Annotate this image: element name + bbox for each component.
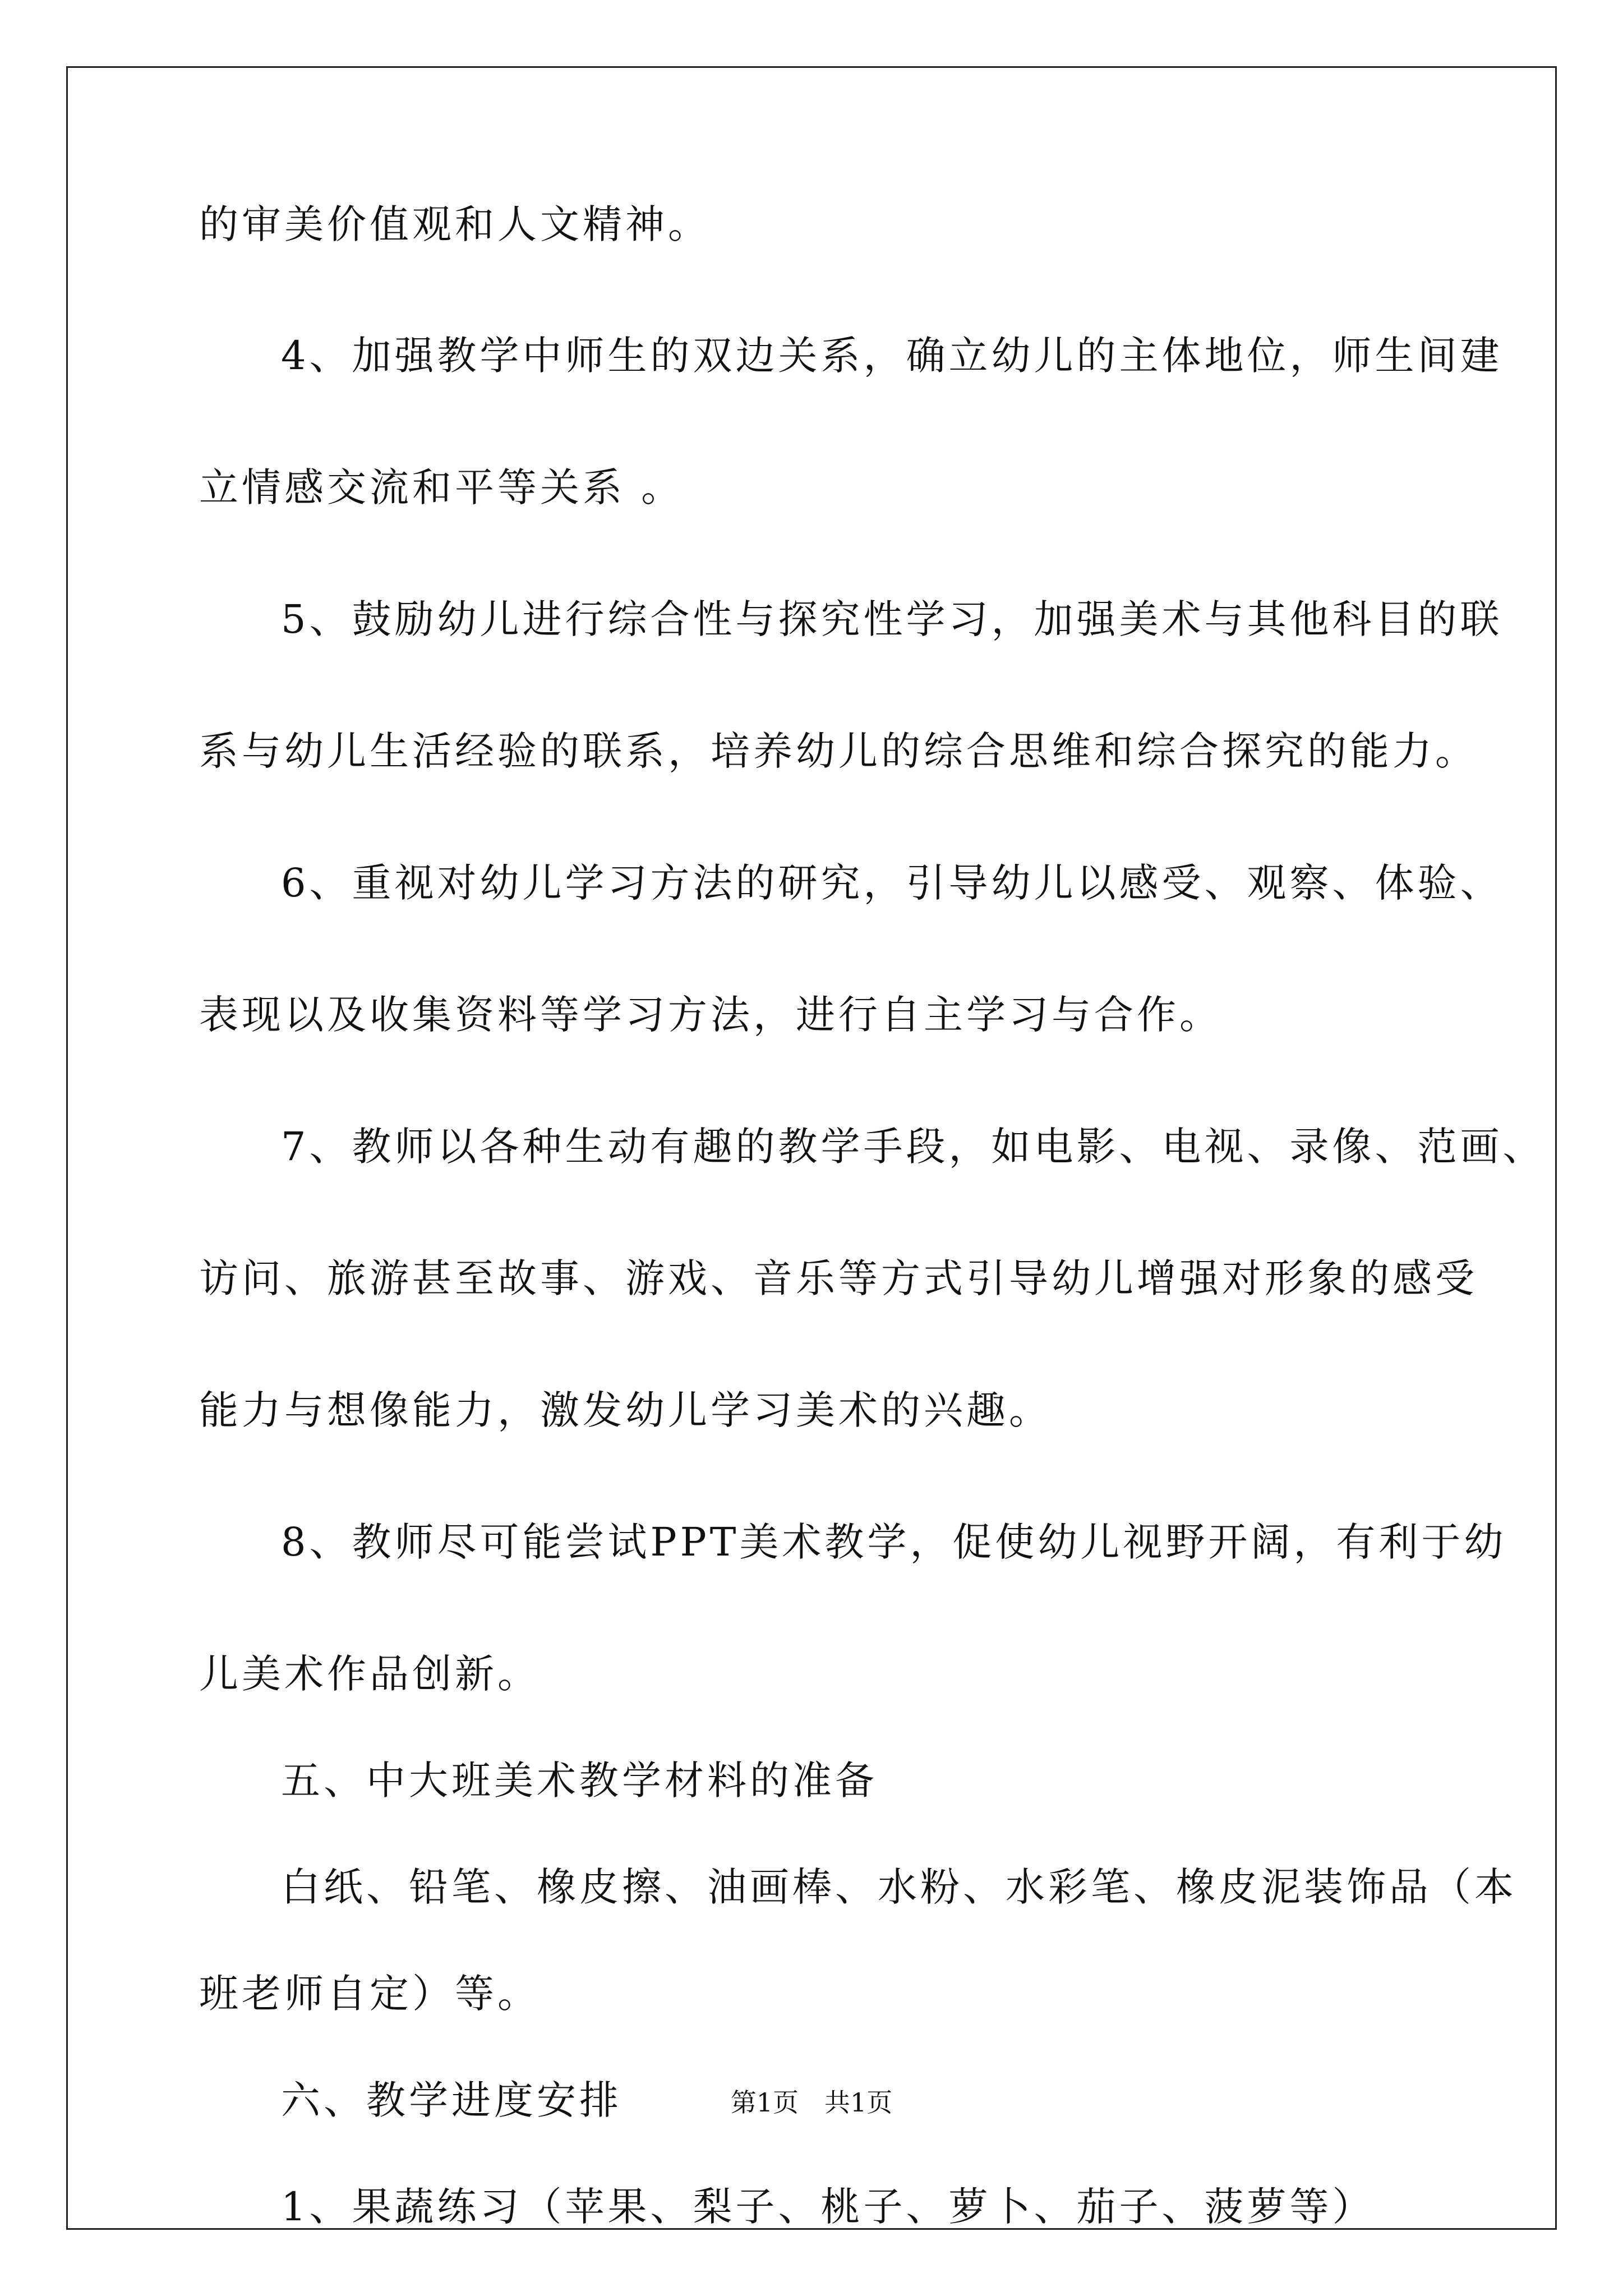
section-heading: 五、中大班美术教学材料的准备 [281, 1757, 878, 1803]
page-number-footer: 第1页 共1页 [730, 2087, 893, 2118]
paragraph-line: 表现以及收集资料等学习方法，进行自主学习与合作。 [199, 992, 1222, 1038]
paragraph-line: 系与幼儿生活经验的联系，培养幼儿的综合思维和综合探究的能力。 [199, 728, 1478, 774]
paragraph-line: 1、果蔬练习（苹果、梨子、桃子、萝卜、茄子、菠萝等） [281, 2184, 1375, 2230]
paragraph-line: 儿美术作品创新。 [199, 1651, 540, 1697]
paragraph-line: 白纸、铅笔、橡皮擦、油画棒、水粉、水彩笔、橡皮泥装饰品（本 [281, 1864, 1517, 1910]
paragraph-line: 4、加强教学中师生的双边关系，确立幼儿的主体地位，师生间建 [281, 333, 1503, 379]
paragraph-line: 访问、旅游甚至故事、游戏、音乐等方式引导幼儿增强对形象的感受 [199, 1255, 1478, 1301]
paragraph-line: 7、教师以各种生动有趣的教学手段，如电影、电视、录像、范画、 [281, 1124, 1546, 1170]
paragraph-line: 5、鼓励幼儿进行综合性与探究性学习，加强美术与其他科目的联 [281, 596, 1503, 642]
paragraph-line: 6、重视对幼儿学习方法的研究，引导幼儿以感受、观察、体验、 [281, 860, 1503, 906]
paragraph-line: 立情感交流和平等关系 。 [199, 464, 684, 510]
paragraph-line: 班老师自定）等。 [199, 1971, 540, 2017]
paragraph-line: 能力与想像能力，激发幼儿学习美术的兴趣。 [199, 1387, 1052, 1433]
section-heading: 六、教学进度安排 [281, 2077, 622, 2123]
paragraph-line: 8、教师尽可能尝试PPT美术教学，促使幼儿视野开阔，有利于幼 [281, 1519, 1507, 1565]
paragraph-line: 的审美价值观和人文精神。 [199, 201, 711, 247]
